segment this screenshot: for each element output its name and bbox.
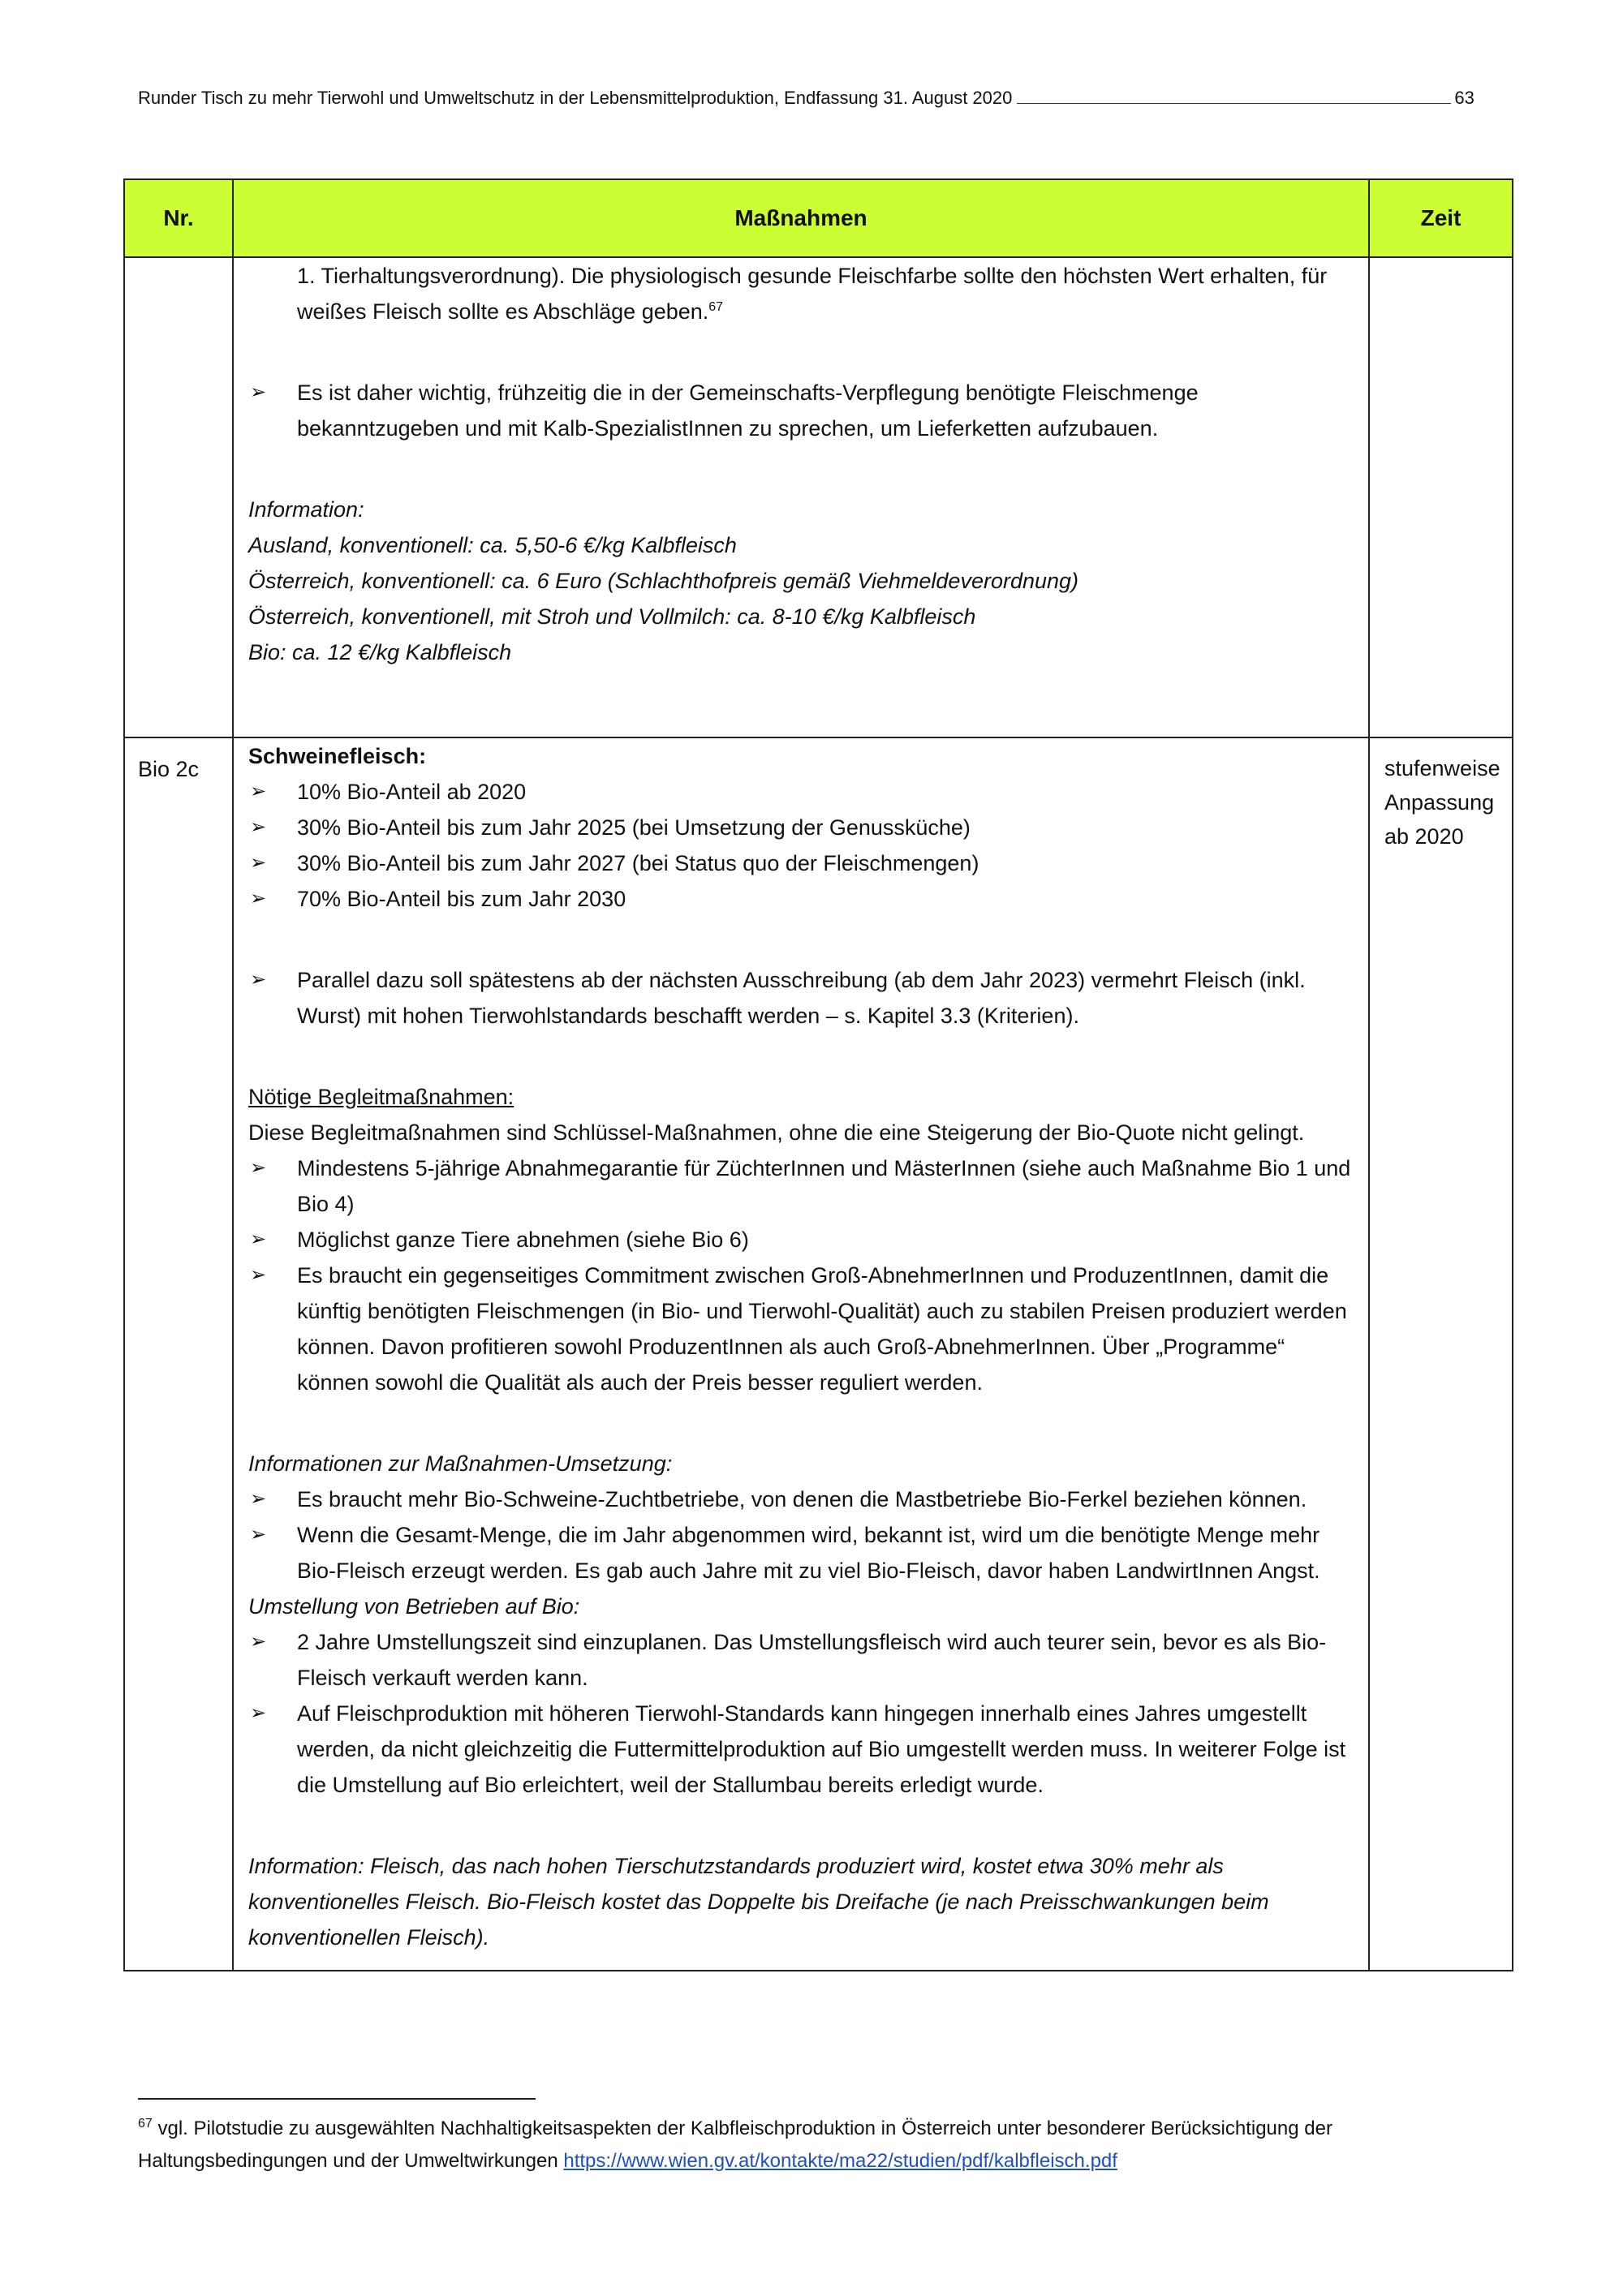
row2-massnahmen [233, 737, 1369, 1971]
target-item: ➢ 30% Bio-Anteil bis zum Jahr 2025 (bei Umsetzung der Genussküche) [248, 810, 1352, 845]
footnote-text: vgl. Pilotstudie zu ausgewählten Nachhaltigkeitsaspekten der Kalbfleischproduktion in Österreich unter besonderer Berücksichtigung der Haltungsbedingungen und der Umweltwirkungen [138, 2118, 1332, 2172]
footnote-separator [138, 2098, 536, 2100]
running-header [138, 86, 1474, 110]
row1-info-line: Ausland, konventionell: ca. 5,50-6 €/kg Kalbfleisch [248, 533, 737, 557]
row2-heading: Schweinefleisch: [248, 744, 427, 768]
row1-info-line: Österreich, konventionell, mit Stroh und Vollmilch: ca. 8-10 €/kg Kalbfleisch [248, 604, 976, 629]
header-rule [1017, 88, 1451, 104]
column-header-nr: Nr. [124, 179, 233, 257]
table-row [124, 737, 1513, 1971]
umstellung-heading: Umstellung von Betrieben auf Bio: [248, 1594, 580, 1619]
row1-info-line: Österreich, konventionell: ca. 6 Euro (Schlachthofpreis gemäß Viehmeldeverordnung) [248, 569, 1079, 593]
footnote-number: 67 [138, 2117, 153, 2130]
target-item: ➢ 70% Bio-Anteil bis zum Jahr 2030 [248, 881, 1352, 917]
row2-zeit: stufenweise Anpassung ab 2020 [1369, 737, 1513, 1971]
begleit-intro: Diese Begleitmaßnahmen sind Schlüssel-Maßnahmen, ohne die eine Steigerung der Bio-Quote nicht gelingt. [248, 1120, 1305, 1145]
begleit-item: ➢ Möglichst ganze Tiere abnehmen (siehe Bio 6) [248, 1222, 1352, 1258]
begleit-heading: Nötige Begleitmaßnahmen: [248, 1085, 514, 1109]
umsetzung-heading: Informationen zur Maßnahmen-Umsetzung: [248, 1451, 673, 1476]
row1-info-heading: Information: [248, 497, 364, 522]
target-item: ➢ 30% Bio-Anteil bis zum Jahr 2027 (bei Status quo der Fleischmengen) [248, 845, 1352, 881]
begleit-item: ➢ Mindestens 5-jährige Abnahmegarantie für ZüchterInnen und MästerInnen (siehe auch Maßnahme Bio 1 und Bio 4) [248, 1150, 1352, 1222]
umsetzung-item: ➢ Es braucht mehr Bio-Schweine-Zuchtbetriebe, von denen die Mastbetriebe Bio-Ferkel beziehen können. [248, 1481, 1352, 1517]
footnote [138, 2113, 1518, 2178]
begleit-item: ➢ Es braucht ein gegenseitiges Commitment zwischen Groß-AbnehmerInnen und ProduzentInnen, damit die künftig benötigten Fleischmengen (in Bio- und Tierwohl-Qualität) auch zu stabilen Preisen produziert werden können. Davon profitieren sowohl ProduzentInnen als auch Groß-AbnehmerInnen. Über „Programme“ können sowohl die Qualität als auch der Preis besser reguliert werden. [248, 1258, 1352, 1400]
row1-info-line: Bio: ca. 12 €/kg Kalbfleisch [248, 640, 512, 664]
row1-zeit [1369, 257, 1513, 737]
footnote-ref[interactable]: 67 [708, 300, 724, 314]
table-row [124, 257, 1513, 737]
parallel-item: ➢ Parallel dazu soll spätestens ab der nächsten Ausschreibung (ab dem Jahr 2023) vermehrt Fleisch (inkl. Wurst) mit hohen Tierwohlstandards beschafft werden – s. Kapitel 3.3 (Kriterien). [248, 962, 1352, 1034]
page-number: 63 [1454, 88, 1474, 108]
row1-bullet: ➢ Es ist daher wichtig, frühzeitig die in der Gemeinschafts-Verpflegung benötigte Fleischmenge bekanntzugeben und mit Kalb-SpezialistInnen zu sprechen, um Lieferketten aufzubauen. [248, 375, 1352, 446]
umstellung-item: ➢ 2 Jahre Umstellungszeit sind einzuplanen. Das Umstellungsfleisch wird auch teurer sein, bevor es als Bio-Fleisch verkauft werden kann. [248, 1624, 1352, 1696]
row1-nr [124, 257, 233, 737]
row1-massnahmen [233, 257, 1369, 737]
final-info: Information: Fleisch, das nach hohen Tierschutzstandards produziert wird, kostet etwa 30% mehr als konventionelles Fleisch. Bio-Fleisch kostet das Doppelte bis Dreifache (je nach Preisschwankungen beim konventionellen Fleisch). [248, 1854, 1269, 1950]
footnote-link[interactable]: https://www.wien.gv.at/kontakte/ma22/studien/pdf/kalbfleisch.pdf [563, 2150, 1117, 2172]
column-header-zeit: Zeit [1369, 179, 1513, 257]
table-header-row [124, 179, 1513, 257]
row2-nr: Bio 2c [124, 737, 233, 1971]
header-title: Runder Tisch zu mehr Tierwohl und Umweltschutz in der Lebensmittelproduktion, Endfassung 31. August 2020 [138, 88, 1013, 108]
column-header-massnahmen: Maßnahmen [233, 179, 1369, 257]
row1-continuation: 1. Tierhaltungsverordnung). Die physiologisch gesunde Fleischfarbe sollte den höchsten Wert erhalten, für weißes Fleisch sollte es Abschläge geben.$^{67}$ [297, 264, 1328, 324]
umstellung-item: ➢ Auf Fleischproduktion mit höheren Tierwohl-Standards kann hingegen innerhalb eines Jahres umgestellt werden, da nicht gleichzeitig die Futtermittelproduktion auf Bio umgestellt werden muss. In weiterer Folge ist die Umstellung auf Bio erleichtert, weil der Stallumbau bereits erledigt wurde. [248, 1696, 1352, 1803]
measures-table [123, 178, 1513, 1971]
target-item: ➢ 10% Bio-Anteil ab 2020 [248, 774, 1352, 810]
umsetzung-item: ➢ Wenn die Gesamt-Menge, die im Jahr abgenommen wird, bekannt ist, wird um die benötigte Menge mehr Bio-Fleisch erzeugt werden. Es gab auch Jahre mit zu viel Bio-Fleisch, davor haben LandwirtInnen Angst. [248, 1517, 1352, 1589]
